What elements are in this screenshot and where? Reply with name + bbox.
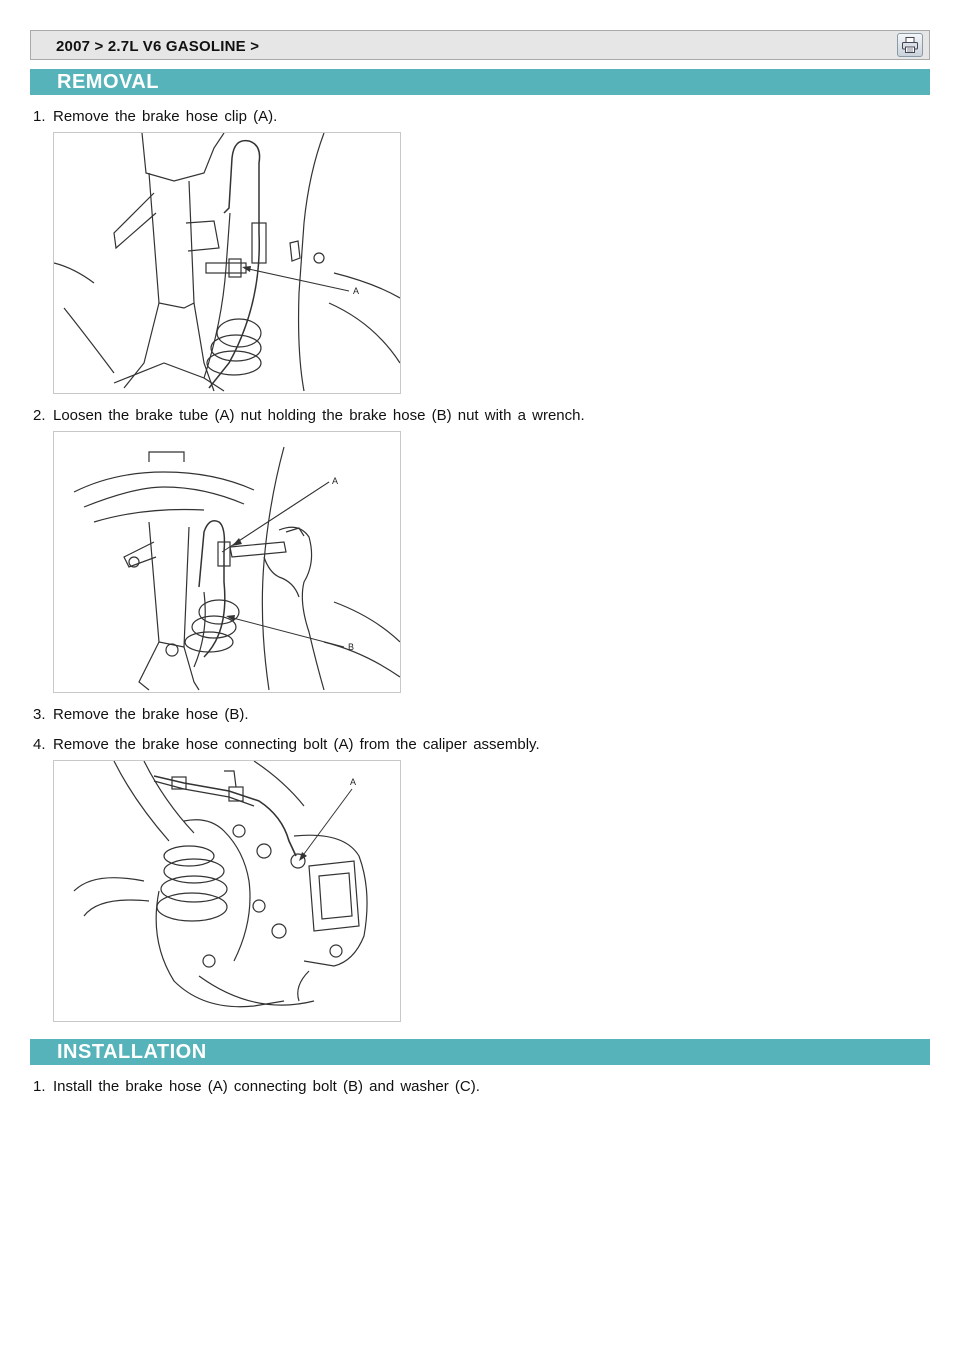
step-text: Install the brake hose (A) connecting bolt (B) and washer (C). [53, 1078, 480, 1095]
figure-2-label-a: A [332, 476, 339, 486]
brake-hose-clip-illustration [54, 133, 400, 393]
removal-step-1 [33, 108, 277, 125]
installation-section-header [30, 1039, 930, 1065]
figure-1-label-a: A [353, 286, 360, 296]
step-number: 1. [33, 108, 46, 125]
caliper-connecting-bolt-illustration [54, 761, 400, 1021]
installation-title: INSTALLATION [57, 1041, 207, 1063]
breadcrumb[interactable]: 2007 > 2.7L V6 GASOLINE > [56, 38, 260, 55]
brake-tube-wrench-illustration [54, 432, 400, 692]
figure-3-label-a: A [350, 777, 357, 787]
step-text: Loosen the brake tube (A) nut holding the brake hose (B) nut with a wrench. [53, 407, 585, 424]
figure-2-label-b: B [348, 642, 355, 652]
removal-step-3 [33, 706, 249, 723]
removal-step-4 [33, 736, 540, 753]
removal-title: REMOVAL [57, 71, 160, 93]
figure-brake-hose-clip [53, 132, 401, 394]
step-number: 3. [33, 706, 46, 723]
figure-caliper-connecting-bolt [53, 760, 401, 1022]
step-number: 2. [33, 407, 46, 424]
figure-brake-tube-wrench [53, 431, 401, 693]
step-text: Remove the brake hose (B). [53, 706, 249, 723]
step-text: Remove the brake hose clip (A). [53, 108, 278, 125]
step-text: Remove the brake hose connecting bolt (A) from the caliper assembly. [53, 736, 540, 753]
printer-icon [901, 36, 919, 54]
step-number: 1. [33, 1078, 46, 1095]
breadcrumb-bar [30, 30, 930, 60]
step-number: 4. [33, 736, 46, 753]
removal-step-2 [33, 407, 585, 424]
print-button[interactable] [897, 33, 923, 57]
installation-step-1 [33, 1078, 480, 1095]
removal-section-header [30, 69, 930, 95]
